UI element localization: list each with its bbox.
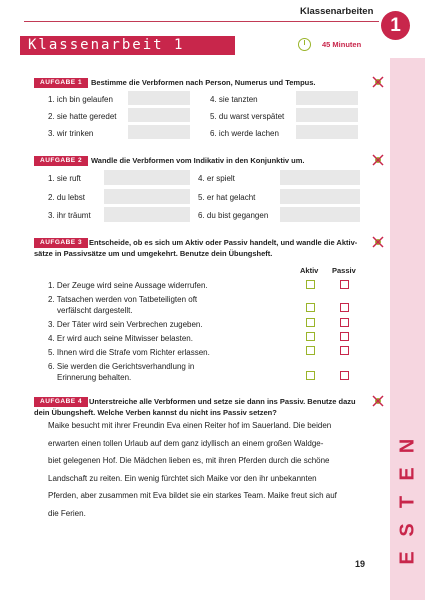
active-checkbox[interactable] [306,346,315,355]
chapter-number-badge: 1 [381,11,410,40]
task4-instruction: Unterstreiche alle Verbformen und setze sie dann ins Passiv. Benutze dazu [89,397,356,406]
passive-checkbox[interactable] [340,318,349,327]
passive-checkbox[interactable] [340,303,349,312]
difficulty-icon [372,76,384,88]
text-line: die Ferien. [48,508,86,518]
passive-checkbox[interactable] [340,371,349,380]
answer-field[interactable] [296,108,358,122]
difficulty-icon [372,236,384,248]
task3-item: Erinnerung behalten. [57,373,132,382]
active-checkbox[interactable] [306,318,315,327]
task2-item: 1. sie ruft [48,174,81,183]
task3-badge: AUFGABE 3 [34,238,88,248]
section-title: Klassenarbeiten [300,6,374,17]
page-number: 19 [355,559,366,569]
text-line: Maike besucht mit ihrer Freundin Eva einen Reiter hof im Sauerland. Die beiden [48,421,332,430]
task2-item: 2. du lebst [48,193,85,202]
reading-text [48,417,378,523]
answer-field[interactable] [128,108,190,122]
task1-item: 5. du warst verspätet [210,112,285,121]
task3-item: verfälscht dargestellt. [57,306,133,315]
answer-field[interactable] [280,207,360,222]
side-letter: E [396,551,419,565]
side-label [390,432,425,572]
text-line: Pferden, aber zusammen mit Eva bildet sie ein starkes Team. Maike freut sich auf [48,491,337,501]
answer-field[interactable] [128,91,190,105]
task2-item: 4. er spielt [198,174,235,183]
task2-badge: AUFGABE 2 [34,156,88,166]
task1-instruction: Bestimme die Verbformen nach Person, Numerus und Tempus. [91,78,316,87]
time-limit: 45 Minuten [322,40,362,49]
side-letter: S [396,523,419,537]
passive-checkbox[interactable] [340,346,349,355]
page-title: Klassenarbeit 1 [20,36,235,55]
task2-item: 5. er hat gelacht [198,193,256,202]
task4-badge: AUFGABE 4 [34,397,88,407]
task2-instruction: Wandle die Verbformen vom Indikativ in den Konjunktiv um. [91,156,305,165]
active-checkbox[interactable] [306,303,315,312]
active-checkbox[interactable] [306,371,315,380]
text-line: biet gelegenen Hof. Die Mädchen lieben es, mit ihren Pferden durch die schöne [48,456,330,466]
task1-item: 6. ich werde lachen [210,129,279,138]
answer-field[interactable] [104,207,190,222]
answer-field[interactable] [104,170,190,185]
task3-item: 6. Sie werden die Gerichtsverhandlung in [48,362,195,371]
side-letter: E [396,467,419,481]
answer-field[interactable] [280,170,360,185]
task3-item: 1. Der Zeuge wird seine Aussage widerrufen. [48,281,208,290]
column-header-passive: Passiv [332,266,356,275]
answer-field[interactable] [128,125,190,139]
passive-checkbox[interactable] [340,280,349,289]
answer-field[interactable] [296,91,358,105]
task1-item: 1. ich bin gelaufen [48,95,113,104]
header-rule [24,21,379,22]
passive-checkbox[interactable] [340,332,349,341]
active-checkbox[interactable] [306,280,315,289]
difficulty-icon [372,154,384,166]
task3-item: 3. Der Täter wird sein Verbrechen zugeben. [48,320,203,329]
clock-icon [298,38,311,51]
difficulty-icon [372,395,384,407]
task1-item: 2. sie hatte geredet [48,112,117,121]
answer-field[interactable] [104,189,190,204]
task3-item: 2. Tatsachen werden von Tatbeteiligten oft [48,295,198,304]
column-header-active: Aktiv [300,266,319,275]
task4-instruction: dein Übungsheft. Welche Verben kannst du nicht ins Passiv setzen? [34,408,277,417]
task3-item: 4. Er wird auch seine Mitwisser belasten. [48,334,193,343]
side-letter: N [396,438,419,454]
answer-field[interactable] [296,125,358,139]
side-letter: T [396,495,419,509]
task3-item: 5. Ihnen wird die Strafe vom Richter erlassen. [48,348,210,357]
active-checkbox[interactable] [306,332,315,341]
text-line: Landschaft zu reiten. Ein wenig fürchtet sich Maike vor den ihr unbekannten [48,473,317,483]
task1-item: 3. wir trinken [48,129,94,138]
task1-item: 4. sie tanzten [210,95,258,104]
task2-item: 3. ihr träumt [48,211,91,220]
answer-field[interactable] [280,189,360,204]
task2-item: 6. du bist gegangen [198,211,269,220]
task3-instruction: Entscheide, ob es sich um Aktiv oder Passiv handelt, und wandle die Aktiv- [89,238,358,247]
text-line: erwarten einen tollen Urlaub auf dem ganz idyllisch an einem großen Waldge- [48,438,324,448]
task3-instruction: sätze in Passivsätze um und umgekehrt. Benutze dein Übungsheft. [34,249,273,258]
task1-badge: AUFGABE 1 [34,78,88,88]
